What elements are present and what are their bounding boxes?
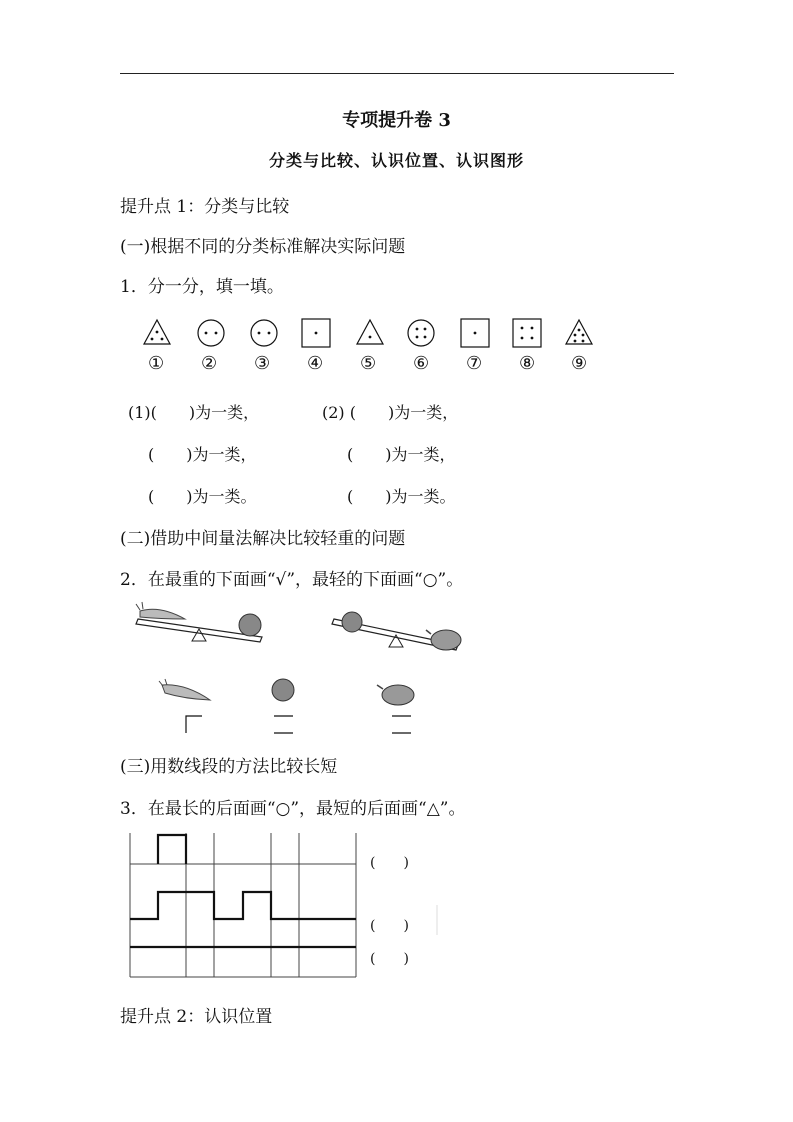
- q1-blank-4[interactable]: ( )为一类，: [347, 445, 456, 464]
- q1-blank-2[interactable]: (2) ( )为一类，: [322, 403, 459, 422]
- question-3: 3．在最长的后面画“○”，最短的后面画“△”。: [120, 799, 466, 819]
- shape-label-5: ⑤: [360, 353, 377, 374]
- line-1: [158, 835, 186, 864]
- q1-blank-1[interactable]: (1)( )为一类，: [128, 403, 260, 422]
- shape-label-1: ①: [148, 353, 165, 374]
- part2-heading: (二)借助中间量法解决比较轻重的问题: [120, 529, 406, 549]
- question-2: 2．在最重的下面画“√”，最轻的下面画“○”。: [120, 570, 464, 590]
- eggplant-item: [377, 685, 414, 733]
- eggplant-icon: [431, 630, 461, 650]
- page-title: 专项提升卷 3: [342, 110, 451, 131]
- shape-label-9: ⑨: [571, 353, 588, 374]
- carrot-icon: [140, 609, 185, 619]
- eggplant-icon: [382, 685, 414, 705]
- q1-blank-3[interactable]: ( )为一类，: [148, 445, 257, 464]
- q3-answer-2[interactable]: ( ): [370, 918, 409, 934]
- carrot-icon: [162, 685, 210, 700]
- shape-5-triangle: [357, 320, 383, 344]
- shape-1-triangle: [144, 320, 170, 344]
- question-1: 1．分一分，填一填。: [120, 277, 284, 297]
- q3-answer-1[interactable]: ( ): [370, 855, 409, 871]
- tomato-icon: [342, 612, 362, 632]
- q2-seesaws: [0, 597, 793, 747]
- shape-label-6: ⑥: [413, 353, 430, 374]
- part1-heading: (一)根据不同的分类标准解决实际问题: [120, 237, 406, 257]
- q3-answer-3[interactable]: ( ): [370, 951, 409, 967]
- q1-blank-6[interactable]: ( )为一类。: [347, 487, 456, 506]
- page-subtitle: 分类与比较、认识位置、认识图形: [268, 151, 524, 170]
- shape-label-2: ②: [201, 353, 218, 374]
- shape-8-square: [513, 319, 541, 347]
- shape-2-circle: [198, 320, 224, 346]
- shape-label-8: ⑧: [519, 353, 536, 374]
- q1-shapes: [0, 314, 793, 374]
- shape-label-3: ③: [254, 353, 271, 374]
- shape-label-7: ⑦: [466, 353, 483, 374]
- answer-blank[interactable]: [186, 716, 202, 733]
- shape-6-circle: [408, 320, 434, 346]
- shape-7-square: [461, 319, 489, 347]
- tomato-icon: [239, 614, 261, 636]
- carrot-item: [159, 679, 210, 733]
- seesaw-1: [136, 602, 262, 642]
- part3-heading: (三)用数线段的方法比较长短: [120, 757, 338, 777]
- tomato-icon: [272, 679, 294, 701]
- shape-4-square: [302, 319, 330, 347]
- shape-3-circle: [251, 320, 277, 346]
- point1-heading: 提升点 1：分类与比较: [120, 197, 290, 217]
- tomato-item: [272, 679, 294, 733]
- header-rule: [120, 73, 674, 74]
- line-2: [130, 892, 356, 919]
- point2-heading: 提升点 2：认识位置: [120, 1007, 273, 1027]
- shape-label-4: ④: [307, 353, 324, 374]
- q1-blank-5[interactable]: ( )为一类。: [148, 487, 257, 506]
- seesaw-2: [332, 612, 461, 650]
- shape-9-triangle: [566, 320, 592, 344]
